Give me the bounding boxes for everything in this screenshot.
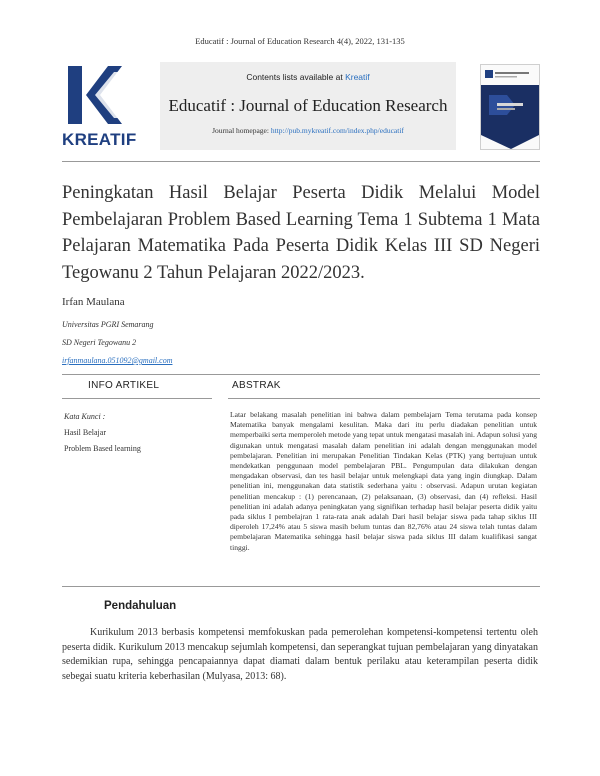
author-affiliation-2: SD Negeri Tegowanu 2 [62, 338, 137, 347]
running-head: Educatif : Journal of Education Research 4(4), 2022, 131-135 [195, 36, 405, 46]
info-artikel-heading: INFO ARTIKEL [88, 380, 160, 391]
homepage-line [160, 126, 456, 135]
author-name: Irfan Maulana [62, 296, 125, 308]
journal-cover-image [481, 65, 539, 149]
contents-line [160, 72, 456, 82]
abstract-text: Latar belakang masalah penelitian ini bahwa dalam pembelajarn Tema terutama pada konsep Matematika banyak mengalami kesulitan. Maka dari itu perlu diadakan penelitian untuk memperbaiki serta memperoleh metode yang tepat untuk mengatasi masalah ini. Adapun solusi yang digunakan untuk mengatasi masalah dalam penelitian ini adalah dengan menggunakan model pembelajaran. Penelitian ini merupakan Penelitian Tindakan Kelas (PTK) yang bertujuan untuk mendekatkan penggunaan model pembelajaran PBL. Pengumpulan data dilakukan dengan mengadakan observasi, dan tes hasil belajar untuk melengkapi data yang ingin diungkap. Dalam penelitian ini, menggunakan data statistik sederhana yaitu : observasi. Adapun urutan kegiatan penelitian mencakup : (1) perencanaan, (2) pelaksanaan, (3) observasi, dan (4) refleksi. Hasil penelitian ini adalah adanya peningkatan yang signifikan terhadap hasil belajar peserta didik yaitu pada siklus I pembelajran 1 rata-rata anak adalah Dari hasil belajar siswa pada tahap siklus III diperoleh 17,24% atau 5 siswa masih belum tuntas dan 82,76% atau 24 siswa telah tuntas dalam pembelajaran Matematika sehingga hasil belajar siswa pada siklus III dalam kualifikasi sangat tinggi. [230, 410, 537, 552]
info-underline [62, 398, 212, 399]
author-email-line [62, 356, 172, 365]
keyword-1: Hasil Belajar [64, 428, 106, 437]
journal-title: Educatif : Journal of Education Research [168, 96, 448, 115]
info-top-rule [62, 374, 540, 375]
intro-heading: Pendahuluan [104, 600, 177, 612]
kreatif-link[interactable]: Kreatif [345, 72, 370, 82]
logo-wordmark: KREATIF [62, 130, 137, 149]
paper-title: Peningkatan Hasil Belajar Peserta Didik Melalui Model Pembelajaran Problem Based Learning Tema 1 Subtema 1 Mata Pelajaran Matematika Pada Peserta Didik Kelas III SD Negeri Tegowanu 2 Tahun Pelajaran 2022/2023. [62, 183, 540, 283]
journal-banner [62, 62, 540, 152]
intro-paragraph: Kurikulum 2013 berbasis kompetensi memfokuskan pada pemerolehan kompetensi-kompetensi tertentu oleh peserta didik. Kurikulum 2013 mencakup sejumlah kompetensi, dan seperangkat tujuan pembelajaran yang dinyatakan sedemikian rupa, sehingga pencapaiannya dapat diamati dalam bentuk perilaku atau keterampilan peserta didik sebegai suatu kriteria keberhasilan (Mulyasa, 2013: 68). [62, 627, 538, 682]
kreatif-logo [62, 62, 137, 150]
homepage-link[interactable]: http://pub.mykreatif.com/index.php/educatif [270, 126, 404, 135]
kreatif-k-mark-icon [62, 62, 132, 128]
keyword-2: Problem Based learning [64, 444, 141, 453]
contents-prefix: Contents lists available at [246, 72, 346, 82]
author-email-link[interactable]: irfanmaulana.051092@gmail.com [62, 356, 173, 365]
journal-info-box [160, 62, 456, 150]
abstract-bottom-rule [62, 586, 540, 587]
author-affiliation-1: Universitas PGRI Semarang [62, 320, 154, 329]
abstrak-underline [228, 398, 540, 399]
journal-cover-thumbnail [480, 64, 540, 150]
homepage-label: Journal homepage: [212, 126, 271, 135]
keywords-label: Kata Kunci : [64, 412, 106, 421]
banner-divider [62, 161, 540, 162]
abstrak-heading: ABSTRAK [232, 380, 281, 391]
